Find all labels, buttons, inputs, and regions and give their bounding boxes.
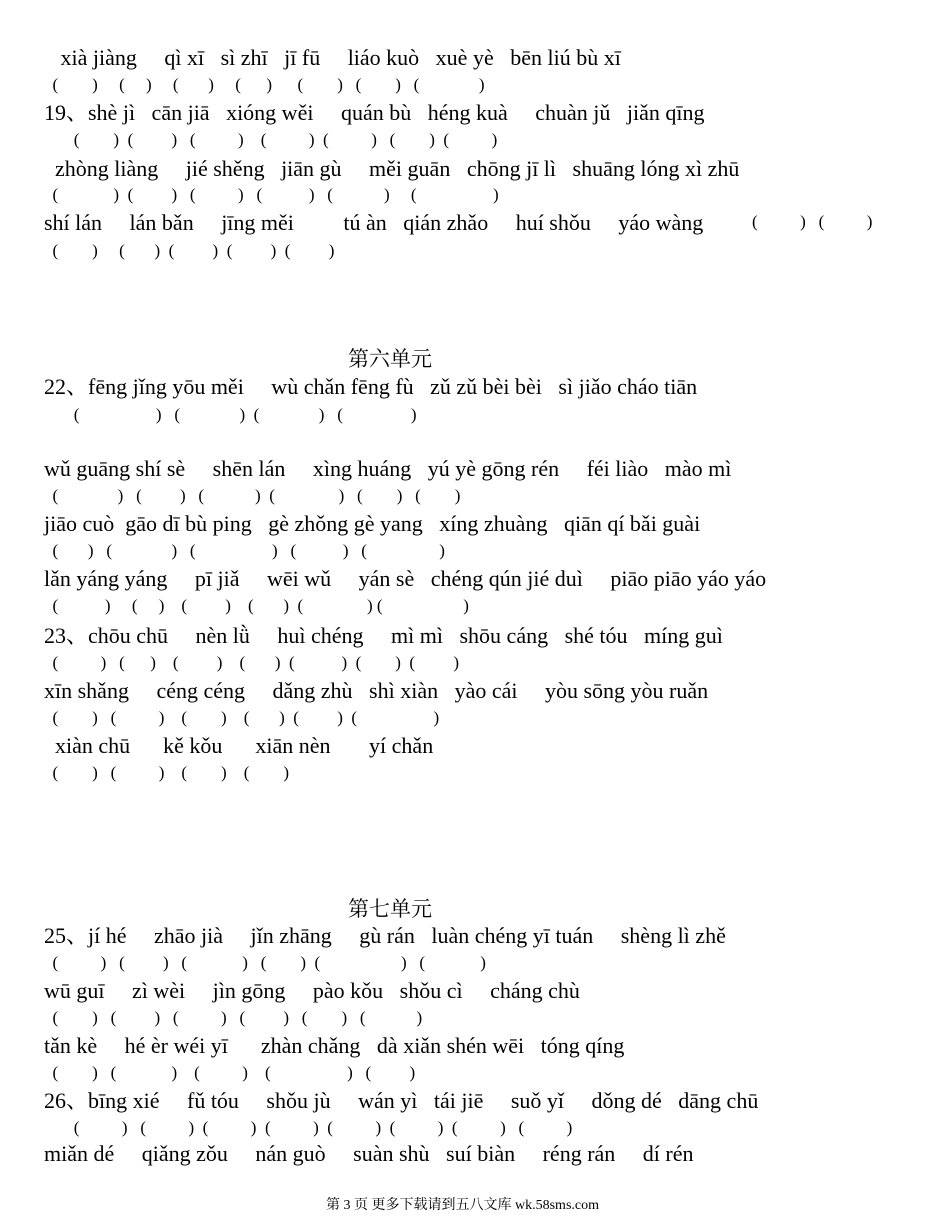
- pinyin-row: lǎn yáng yáng pī jiǎ wēi wǔ yán sè chéng qún jié duì piāo piāo yáo yáo: [44, 566, 767, 591]
- answer-brackets-row: ( ) ( ) ( ) ( ) ( ) ( ): [44, 596, 469, 615]
- unit-heading: 第七单元: [348, 897, 432, 921]
- answer-brackets-row: ( ) ( ) ( ) ( ) ( ): [44, 241, 335, 260]
- pinyin-row: zhòng liàng jié shěng jiān gù měi guān chōng jī lì shuāng lóng xì zhū: [44, 156, 740, 181]
- answer-brackets-row: ( ) ( ) ( ) ( ): [44, 763, 290, 782]
- pinyin-row: xīn shǎng céng céng dǎng zhù shì xiàn yào cái yòu sōng yòu ruǎn: [44, 678, 709, 703]
- answer-brackets-row: ( ) ( ) ( ) ( ) ( ) ( ): [44, 953, 486, 972]
- pinyin-row: 19、shè jì cān jiā xióng wěi quán bù héng kuà chuàn jǔ jiǎn qīng: [44, 100, 705, 125]
- pinyin-row: 23、chōu chū nèn lǜ huì chéng mì mì shōu cáng shé tóu míng guì: [44, 623, 723, 648]
- pinyin-row: xiàn chū kě kǒu xiān nèn yí chǎn: [44, 733, 434, 758]
- pinyin-row: wǔ guāng shí sè shēn lán xìng huáng yú yè gōng rén féi liào mào mì: [44, 456, 732, 481]
- answer-brackets-row: ( ) ( ) ( ) ( ) ( ) ( ) ( ) ( ): [44, 1118, 573, 1137]
- pinyin-row: wū guī zì wèi jìn gōng pào kǒu shǒu cì cháng chù: [44, 978, 580, 1003]
- pinyin-row: tǎn kè hé èr wéi yī zhàn chǎng dà xiǎn shén wēi tóng qíng: [44, 1033, 625, 1058]
- pinyin-row: miǎn dé qiǎng zǒu nán guò suàn shù suí biàn réng rán dí rén: [44, 1141, 694, 1166]
- answer-brackets-row: ( ) ( ) ( ) ( ) ( ) ( ) ( ): [44, 75, 485, 94]
- pinyin-row: 25、jí hé zhāo jià jǐn zhāng gù rán luàn chéng yī tuán shèng lì zhě: [44, 923, 726, 948]
- answer-brackets-row: ( ) ( ) ( ) ( ) ( ) ( ): [44, 486, 461, 505]
- answer-brackets-row: ( ) ( ) ( ) ( ): [44, 405, 417, 424]
- pinyin-row: xià jiàng qì xī sì zhī jī fū liáo kuò xuè yè bēn liú bù xī: [44, 45, 621, 70]
- answer-brackets-row: ( ) ( ) ( ) ( ) ( ) ( ) ( ): [44, 653, 460, 672]
- answer-brackets-row: ( ) ( ) ( ) ( ) ( ) ( ): [44, 1008, 423, 1027]
- unit-heading: 第六单元: [348, 347, 432, 371]
- answer-brackets-row: ( ) ( ): [752, 212, 873, 231]
- answer-brackets-row: ( ) ( ) ( ) ( ) ( ): [44, 541, 445, 560]
- pinyin-row: 26、bīng xié fǔ tóu shǒu jù wán yì tái jiē suǒ yǐ dǒng dé dāng chū: [44, 1088, 759, 1113]
- pinyin-row: jiāo cuò gāo dī bù ping gè zhǒng gè yang xíng zhuàng qiān qí bǎi guài: [44, 511, 701, 536]
- answer-brackets-row: ( ) ( ) ( ) ( ) ( ) ( ): [44, 708, 440, 727]
- answer-brackets-row: ( ) ( ) ( ) ( ) ( ) ( ) ( ): [44, 130, 498, 149]
- answer-brackets-row: ( ) ( ) ( ) ( ) ( ) ( ): [44, 185, 499, 204]
- pinyin-row: 22、fēng jǐng yōu měi wù chǎn fēng fù zǔ zǔ bèi bèi sì jiǎo cháo tiān: [44, 374, 698, 399]
- page-footer: 第 3 页 更多下载请到五八文库 wk.58sms.com: [326, 1198, 599, 1213]
- answer-brackets-row: ( ) ( ) ( ) ( ) ( ): [44, 1063, 416, 1082]
- pinyin-row: shí lán lán bǎn jīng měi tú àn qián zhǎo huí shǒu yáo wàng: [44, 210, 704, 235]
